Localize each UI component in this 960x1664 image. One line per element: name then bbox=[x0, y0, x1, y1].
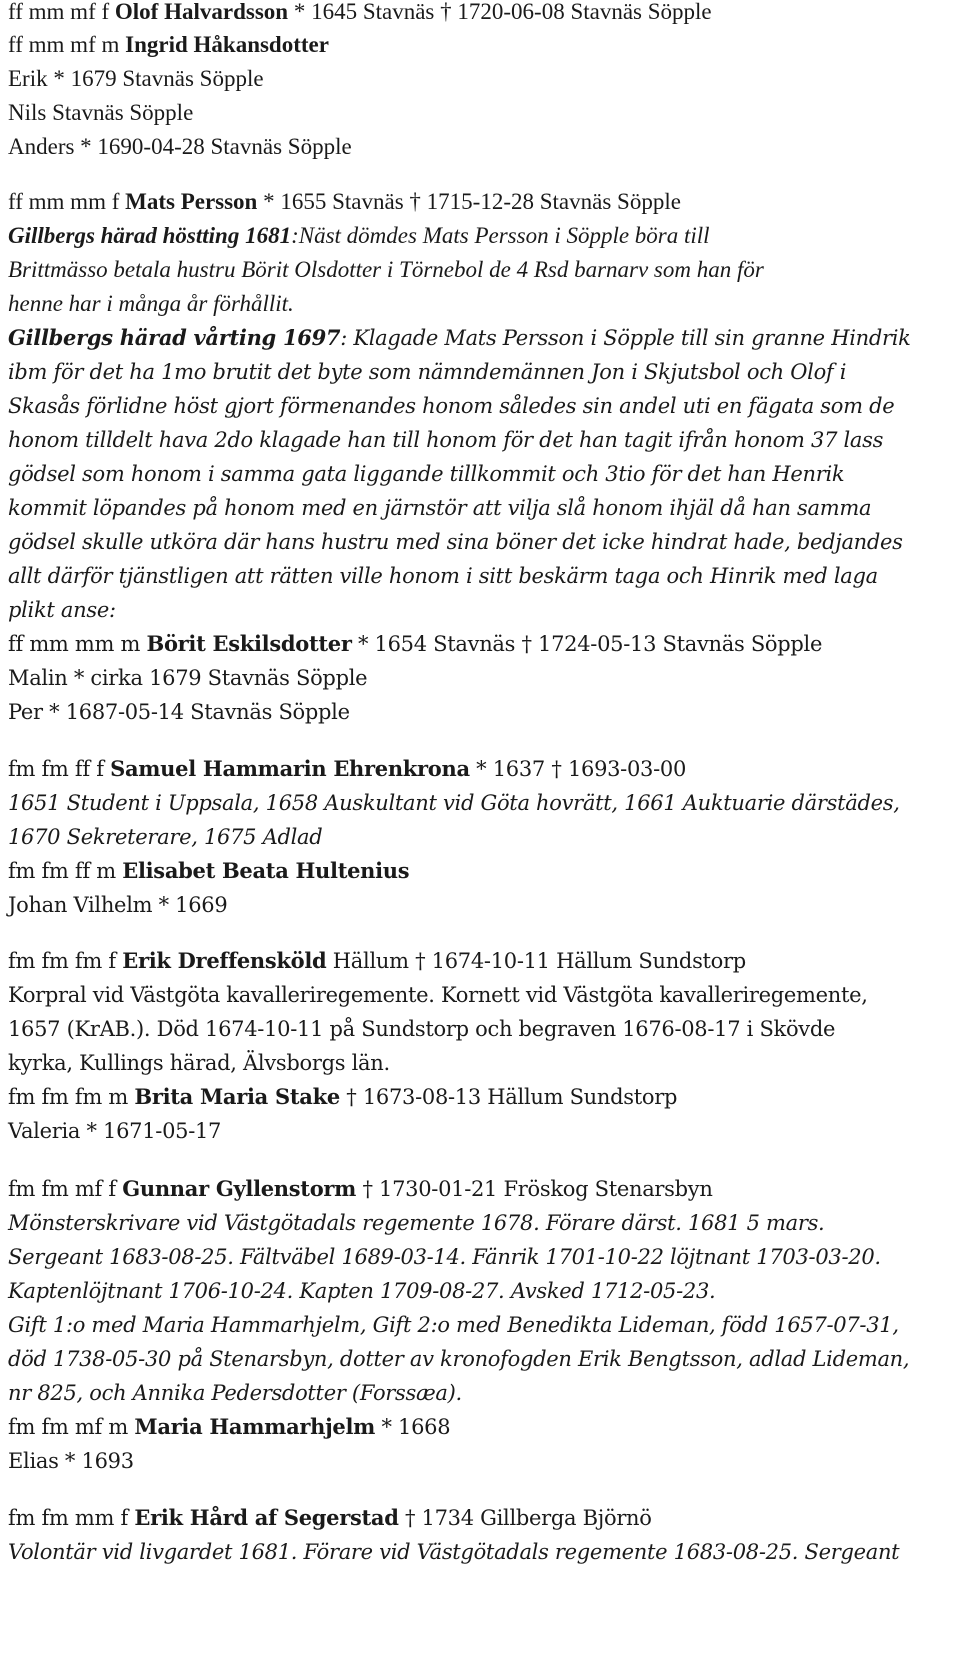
text-line: Valeria * 1671-05-17 bbox=[8, 1119, 222, 1143]
text-line: ff mm mf m Ingrid Håkansdotter bbox=[8, 32, 329, 57]
text-line: Mönsterskrivare vid Västgötadals regemente 1678. Förare därst. 1681 5 mars. bbox=[8, 1211, 825, 1235]
text-line: död 1738-05-30 på Stenarsbyn, dotter av kronofogden Erik Bengtsson, adlad Lideman, bbox=[8, 1347, 910, 1371]
text-line: Brittmässo betala hustru Börit Olsdotter i Törnebol de 4 Rsd barnarv som han för bbox=[8, 257, 764, 282]
text-line: Sergeant 1683-08-25. Fältväbel 1689-03-14. Fänrik 1701-10-22 löjtnant 1703-03-20. bbox=[8, 1245, 881, 1269]
text-line: Erik * 1679 Stavnäs Söpple bbox=[8, 66, 264, 91]
text-line: ibm för det ha 1mo brutit det byte som nämndemännen Jon i Skjutsbol och Olof i bbox=[8, 360, 847, 384]
text-line: Gillbergs härad vårting 1697: Klagade Mats Persson i Söpple till sin granne Hindrik bbox=[8, 325, 911, 350]
text-line: kyrka, Kullings härad, Älvsborgs län. bbox=[8, 1051, 390, 1075]
text-line: fm fm mf m Maria Hammarhjelm * 1668 bbox=[8, 1414, 451, 1439]
text-line: ff mm mf f Olof Halvardsson * 1645 Stavnäs † 1720-06-08 Stavnäs Söpple bbox=[8, 0, 712, 24]
text-line: 1670 Sekreterare, 1675 Adlad bbox=[8, 825, 323, 849]
text-line: Malin * cirka 1679 Stavnäs Söpple bbox=[8, 666, 368, 690]
text-line: Volontär vid livgardet 1681. Förare vid Västgötadals regemente 1683-08-25. Sergeant bbox=[8, 1540, 900, 1564]
text-line: Johan Vilhelm * 1669 bbox=[8, 893, 228, 917]
text-line: Nils Stavnäs Söpple bbox=[8, 100, 194, 125]
text-line: fm fm mf f Gunnar Gyllenstorm † 1730-01-21 Fröskog Stenarsbyn bbox=[8, 1176, 713, 1201]
text-line: allt därför tjänstligen att rätten ville honom i sitt beskärm taga och Hinrik med laga bbox=[8, 564, 878, 588]
text-line: fm fm fm f Erik Dreffensköld Hällum † 1674-10-11 Hällum Sundstorp bbox=[8, 948, 746, 973]
text-line: Anders * 1690-04-28 Stavnäs Söpple bbox=[8, 134, 352, 159]
text-line: gödsel skulle utköra där hans hustru med sina böner det icke hindrat hade, bedjandes bbox=[8, 530, 903, 554]
text-line: fm fm fm m Brita Maria Stake † 1673-08-13 Hällum Sundstorp bbox=[8, 1084, 678, 1109]
text-line: ff mm mm m Börit Eskilsdotter * 1654 Stavnäs † 1724-05-13 Stavnäs Söpple bbox=[8, 631, 823, 656]
text-line: Skasås förlidne höst gjort förmenandes honom således sin andel uti en fägata som de bbox=[8, 394, 895, 418]
text-line: ff mm mm f Mats Persson * 1655 Stavnäs † 1715-12-28 Stavnäs Söpple bbox=[8, 189, 681, 214]
text-line: Gift 1:o med Maria Hammarhjelm, Gift 2:o med Benedikta Lideman, född 1657-07-31, bbox=[8, 1313, 899, 1337]
text-line: kommit löpandes på honom med en järnstör att vilja slå honom ihjäl då han samma bbox=[8, 496, 872, 520]
text-line: 1651 Student i Uppsala, 1658 Auskultant vid Göta hovrätt, 1661 Auktuarie därstädes, bbox=[8, 791, 900, 815]
text-line: nr 825, och Annika Pedersdotter (Forssæa). bbox=[8, 1381, 462, 1405]
text-line: henne har i många år förhållit. bbox=[8, 291, 294, 316]
text-line: Kaptenlöjtnant 1706-10-24. Kapten 1709-08-27. Avsked 1712-05-23. bbox=[8, 1279, 716, 1303]
text-line: fm fm ff f Samuel Hammarin Ehrenkrona * 1637 † 1693-03-00 bbox=[8, 756, 687, 781]
text-line: Elias * 1693 bbox=[8, 1449, 134, 1473]
text-line: fm fm mm f Erik Hård af Segerstad † 1734 Gillberga Björnö bbox=[8, 1505, 652, 1530]
text-line: honom tilldelt hava 2do klagade han till honom för det han tagit ifrån honom 37 lass bbox=[8, 428, 884, 452]
text-line: Per * 1687-05-14 Stavnäs Söpple bbox=[8, 700, 350, 724]
text-line: Korpral vid Västgöta kavalleriregemente. Kornett vid Västgöta kavalleriregemente, bbox=[8, 983, 868, 1007]
text-line: plikt anse: bbox=[8, 598, 116, 622]
text-line: gödsel som honom i samma gata liggande tillkommit och 3tio för det han Henrik bbox=[8, 462, 845, 486]
text-line: Gillbergs härad höstting 1681:Näst dömdes Mats Persson i Söpple böra till bbox=[8, 223, 710, 248]
text-line: 1657 (KrAB.). Död 1674-10-11 på Sundstorp och begraven 1676-08-17 i Skövde bbox=[8, 1017, 836, 1041]
text-line: fm fm ff m Elisabet Beata Hultenius bbox=[8, 858, 410, 883]
